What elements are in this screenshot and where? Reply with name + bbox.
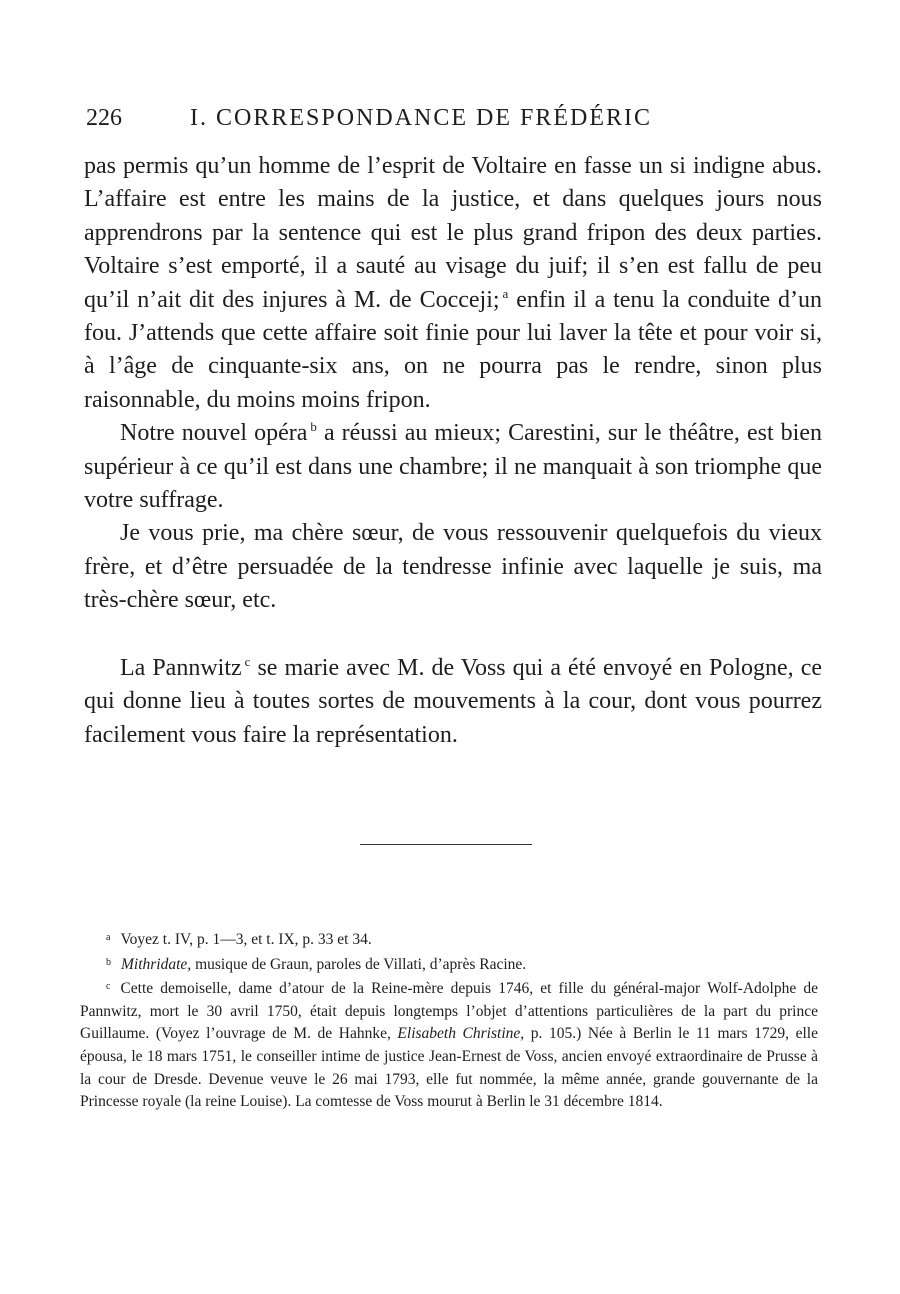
footnote-mark: a <box>106 932 111 943</box>
work-title: Elisabeth Christine, <box>397 1025 525 1043</box>
footnote-text: Cette demoiselle, dame d’atour de la Reine-mère depuis 1746, et fille du général-major Wolf-Adolphe de Pannwitz, mort le 30 avril 1750, était depuis longtemps l’objet d’attentions particulières de la part du prince Guillaume. (Voyez l’ouvrage de M. de Hahnke, <box>80 980 818 1043</box>
work-title: Mithridate, <box>121 955 192 973</box>
footnote-ref-a: a <box>502 285 509 301</box>
paragraph-text: La Pannwitz <box>120 654 242 681</box>
footnote-ref-c: c <box>244 653 251 669</box>
footnote-text: musique de Graun, paroles de Villati, d’après Racine. <box>191 955 527 973</box>
main-text <box>84 150 822 752</box>
paragraph-text: pas permis qu’un homme de l’esprit de Voltaire en fasse un si indigne abus. L’affaire est entre les mains de la justice, et dans quelques jours nous apprendrons par la sentence qui est le plus grand fripon des deux parties. Voltaire s’est emporté, il a sauté au visage du juif; il s’en est fallu de peu qu’il n’ait dit des injures à M. de Cocceji; <box>84 153 822 313</box>
footnote-b <box>80 952 818 977</box>
paragraph-closing: Je vous prie, ma chère sœur, de vous ressouvenir quelquefois du vieux frère, et d’être persuadée de la tendresse infinie avec laquelle je suis, ma très-chère sœur, etc. <box>84 520 822 614</box>
paragraph-opera <box>84 417 822 517</box>
separator-rule <box>360 844 532 845</box>
paragraph-text: a réussi au mieux; Carestini, sur le théâtre, est bien supérieur à ce qu’il est dans une chambre; il ne manquait à son triomphe que votre suffrage. <box>84 420 822 514</box>
running-header <box>86 100 820 136</box>
footnote-mark: c <box>106 981 111 993</box>
footnotes <box>80 927 818 1114</box>
footnote-a <box>80 927 818 952</box>
running-title: I. CORRESPONDANCE DE FRÉDÉRIC <box>190 105 653 131</box>
footnote-mark: b <box>106 956 111 968</box>
paragraph-postscript <box>84 652 822 752</box>
footnote-ref-b: b <box>310 419 317 435</box>
page-number: 226 <box>86 105 122 131</box>
footnote-text: p. 105.) Née à Berlin le 11 mars 1729, elle épousa, le 18 mars 1751, le conseiller intime de justice Jean-Ernest de Voss, ancien envoyé extraordinaire de Prusse à la cour de Dresde. Devenue veuve le 26 mai 1793, elle fut nommée, la même année, grande gouvernante de la Princesse royale (la reine Louise). La comtesse de Voss mourut à Berlin le 31 décembre 1814. <box>80 1025 818 1111</box>
paragraph-text: enfin il a tenu la conduite d’un fou. J’attends que cette affaire soit finie pour lui laver la tête et pour voir si, à l’âge de cinquante-six ans, on ne pourra pas le rendre, sinon plus raisonnable, du moins moins fripon. <box>84 286 822 413</box>
paragraph-text: se marie avec M. de Voss qui a été envoyé en Pologne, ce qui donne lieu à toutes sortes de mouvements à la cour, dont vous pourrez facilement vous faire la représentation. <box>84 654 822 748</box>
paragraph-continued <box>84 150 822 417</box>
paragraph-text: Notre nouvel opéra <box>120 420 308 447</box>
footnote-text: Voyez t. IV, p. 1—3, et t. IX, p. 33 et 34. <box>120 931 372 948</box>
footnote-c <box>80 976 818 1114</box>
